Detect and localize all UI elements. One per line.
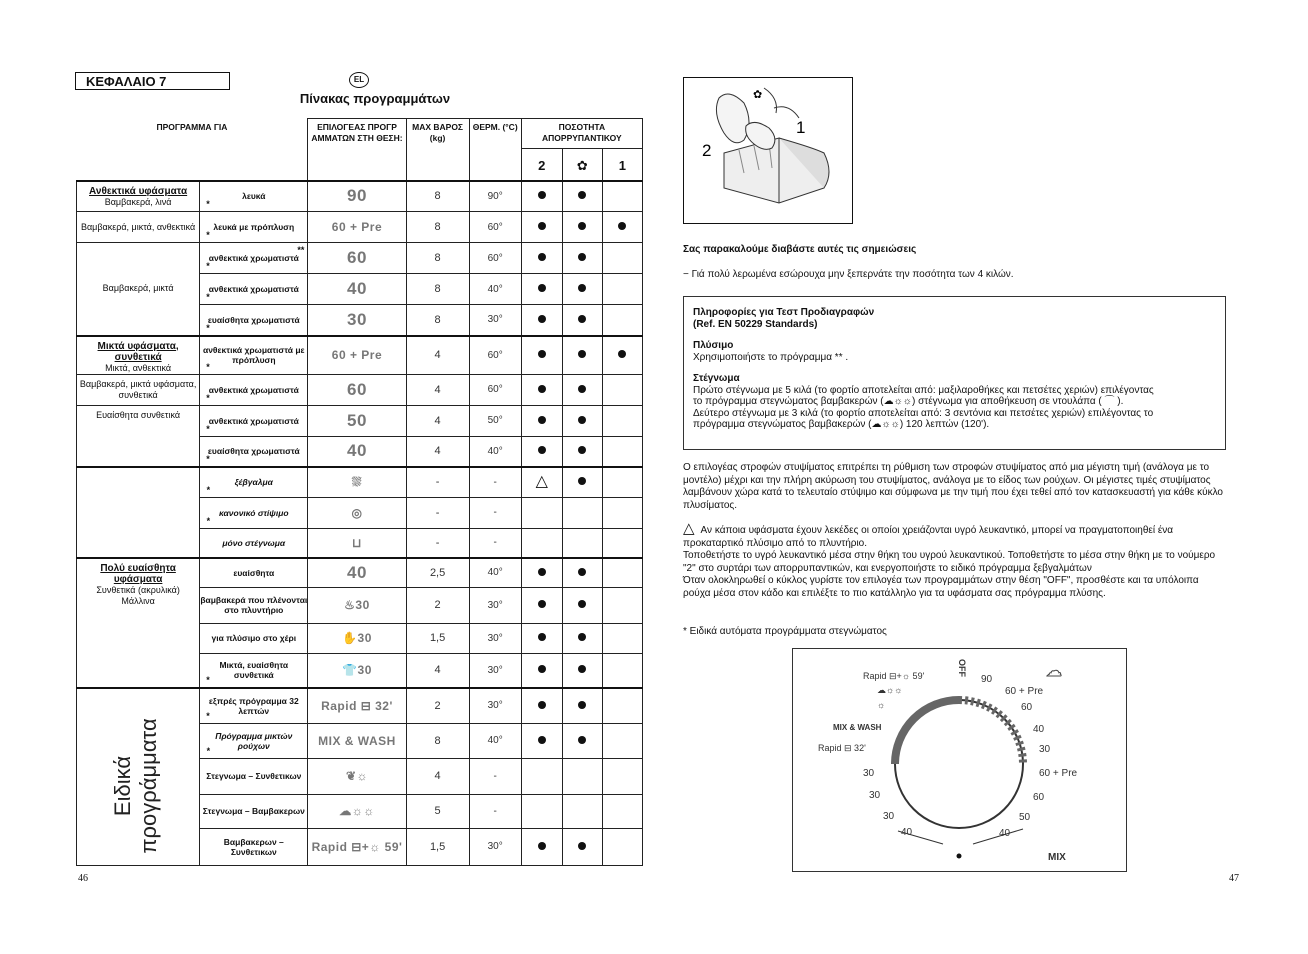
program-name: μόνο στέγνωμα — [200, 528, 308, 558]
detergent-2-cell — [521, 274, 562, 305]
program-name: ξέβγαλμα * — [200, 467, 308, 497]
dot-icon — [578, 701, 586, 709]
temperature: 40° — [469, 558, 521, 587]
fabric-group — [77, 467, 200, 558]
svg-text:30: 30 — [869, 790, 881, 801]
dot-icon — [538, 315, 546, 323]
warning-triangle-icon: △ — [683, 520, 695, 537]
dot-icon — [578, 633, 586, 641]
dot-icon — [578, 446, 586, 454]
detergent-1-cell — [602, 558, 642, 587]
detergent-1-cell — [602, 497, 642, 528]
detergent-flower-cell — [562, 274, 602, 305]
dot-icon — [578, 600, 586, 608]
dot-icon — [578, 416, 586, 424]
temperature: 30° — [469, 587, 521, 623]
test-spec-box — [683, 296, 1226, 450]
detergent-1-cell — [602, 405, 642, 436]
detergent-2-cell — [521, 436, 562, 467]
selector-symbol: 60 + Pre — [308, 212, 406, 243]
fabric-group: Πολύ ευαίσθητα υφάσματα Συνθετικά (ακρυλικά) Μάλλινα — [77, 558, 200, 688]
program-name: για πλύσιμο στο χέρι — [200, 623, 308, 653]
detergent-flower-cell — [562, 528, 602, 558]
detergent-2-cell — [521, 243, 562, 274]
max-weight: 8 — [406, 243, 469, 274]
svg-text:90: 90 — [981, 674, 993, 685]
temperature: 30° — [469, 623, 521, 653]
page-number-left: 46 — [78, 873, 88, 884]
program-name: βαμβακερά που πλένονται στο πλυντήριο — [200, 587, 308, 623]
detergent-1-cell — [602, 436, 642, 467]
temperature: - — [469, 758, 521, 794]
selector-symbol: ✋30 — [308, 623, 406, 653]
temperature: 60° — [469, 374, 521, 405]
detergent-2-cell — [521, 181, 562, 212]
fabric-group: Ανθεκτικά υφάσματα Βαμβακερά, λινά — [77, 181, 200, 212]
header-program: ΠΡΟΓΡΑΜΜΑ ΓΙΑ — [77, 119, 308, 181]
svg-text:40: 40 — [901, 827, 913, 838]
dot-icon — [578, 222, 586, 230]
detergent-2-cell — [521, 653, 562, 688]
box-dry-line-1: Πρώτο στέγνωμα με 5 κιλά (το φορτίο αποτελείται από: μαξιλαροθήκες και πετσέτες χεριών) επιλέγοντας — [693, 384, 1154, 396]
dot-icon — [538, 222, 546, 230]
temperature: 90° — [469, 181, 521, 212]
selector-symbol: 40 — [308, 274, 406, 305]
dot-icon — [578, 385, 586, 393]
detergent-1-cell — [602, 374, 642, 405]
program-name: κανονικό στίψιμο * — [200, 497, 308, 528]
box-dry-line-4: πρόγραμμα στεγνώματος βαμβακερών (☁☼☼) 120 λεπτών (120'). — [693, 419, 990, 430]
svg-text:☁☼☼: ☁☼☼ — [877, 685, 903, 695]
table-row — [77, 558, 643, 587]
chapter-label: ΚΕΦΑΛΑΙΟ 7 — [75, 72, 230, 90]
dot-icon — [618, 222, 626, 230]
max-weight: 4 — [406, 653, 469, 688]
detergent-1-cell — [602, 828, 642, 865]
dot-icon — [538, 446, 546, 454]
temperature: 40° — [469, 723, 521, 758]
svg-text:30: 30 — [1039, 744, 1051, 755]
temperature: 40° — [469, 274, 521, 305]
svg-text:30: 30 — [883, 811, 895, 822]
detergent-2-cell — [521, 336, 562, 375]
program-name: ευαίσθητα — [200, 558, 308, 587]
table-row — [77, 181, 643, 212]
header-det-1: 1 — [602, 149, 642, 181]
dot-icon — [538, 350, 546, 358]
page-number-right: 47 — [1229, 873, 1239, 884]
detergent-drawer-illustration — [683, 77, 853, 224]
selector-symbol: Rapid ⊟ 32' — [308, 688, 406, 723]
rinse-icon: ⛆ — [351, 474, 363, 489]
temperature: 30° — [469, 828, 521, 865]
synthetic-dry-icon: ❦☼ — [345, 769, 368, 783]
detergent-1-cell — [602, 336, 642, 375]
program-name: ευαίσθητα χρωματιστά * — [200, 436, 308, 467]
max-weight: 8 — [406, 305, 469, 336]
table-row — [77, 405, 643, 436]
detergent-2-cell — [521, 405, 562, 436]
detergent-1-cell — [602, 305, 642, 336]
dot-icon — [538, 665, 546, 673]
max-weight: - — [406, 528, 469, 558]
dot-icon — [538, 701, 546, 709]
selector-symbol: MIX & WASH — [308, 723, 406, 758]
detergent-flower-cell — [562, 758, 602, 794]
temperature: - — [469, 794, 521, 828]
dot-icon — [538, 600, 546, 608]
program-dial-diagram — [792, 648, 1127, 872]
selector-symbol: 40 — [308, 558, 406, 587]
dial-off: OFF — [957, 659, 967, 677]
handwash-icon: ✋ — [342, 631, 358, 645]
label-one: 1 — [796, 118, 806, 137]
dot-icon — [538, 842, 546, 850]
fabric-group: Βαμβακερά, μικτά υφάσματα, συνθετικά — [77, 374, 200, 405]
temperature: 60° — [469, 212, 521, 243]
program-name: Στεγνωμα – Συνθετικων — [200, 758, 308, 794]
box-dry-heading: Στέγνωμα — [693, 373, 740, 384]
max-weight: 4 — [406, 374, 469, 405]
table-row — [77, 374, 643, 405]
svg-text:60: 60 — [1021, 702, 1033, 713]
svg-text:Rapid ⊟ 32': Rapid ⊟ 32' — [818, 743, 866, 753]
svg-text:Rapid ⊟+☼ 59': Rapid ⊟+☼ 59' — [863, 671, 925, 681]
detergent-flower-cell — [562, 336, 602, 375]
max-weight: 1,5 — [406, 623, 469, 653]
detergent-2-cell — [521, 723, 562, 758]
temperature: - — [469, 467, 521, 497]
detergent-2-cell — [521, 305, 562, 336]
detergent-2-cell — [521, 497, 562, 528]
fabric-group: Μικτά υφάσματα, συνθετικά Μικτά, ανθεκτικά — [77, 336, 200, 375]
selector-symbol — [308, 794, 406, 828]
detergent-flower-cell — [562, 828, 602, 865]
program-name: Στεγνωμα – Βαμβακερων — [200, 794, 308, 828]
detergent-flower-cell — [562, 587, 602, 623]
max-weight: 4 — [406, 336, 469, 375]
table-row — [77, 212, 643, 243]
header-detergent: ΠΟΣΟΤΗΤΑ ΑΠΟΡΡΥΠΑΝΤΙΚΟΥ — [521, 119, 642, 149]
box-wash-heading: Πλύσιμο — [693, 340, 734, 351]
dot-icon — [578, 568, 586, 576]
detergent-1-cell — [602, 653, 642, 688]
max-weight: 5 — [406, 794, 469, 828]
svg-text:50: 50 — [1019, 812, 1031, 823]
selector-symbol: 50 — [308, 405, 406, 436]
max-weight: 2 — [406, 688, 469, 723]
temperature: - — [469, 497, 521, 528]
detergent-1-cell — [602, 794, 642, 828]
program-name: ευαίσθητα χρωματιστά * — [200, 305, 308, 336]
selector-symbol: 90 — [308, 181, 406, 212]
max-weight: 4 — [406, 758, 469, 794]
detergent-1-cell — [602, 243, 642, 274]
dot-icon — [538, 253, 546, 261]
box-title-2: (Ref. EN 50229 Standards) — [693, 318, 818, 330]
program-name: λευκά * — [200, 181, 308, 212]
box-wash-text: Χρησιμοποιήστε το πρόγραμμα ** . — [693, 351, 849, 363]
detergent-1-cell — [602, 467, 642, 497]
notes-heading: Σας παρακαλούμε διαβάστε αυτές τις σημειώσεις — [683, 244, 917, 255]
detergent-2-cell — [521, 212, 562, 243]
program-name: ανθεκτικά χρωματιστά * — [200, 274, 308, 305]
detergent-flower-cell — [562, 723, 602, 758]
dot-icon — [538, 385, 546, 393]
detergent-flower-cell — [562, 181, 602, 212]
svg-text:60 + Pre: 60 + Pre — [1039, 768, 1078, 779]
selector-symbol: 60 + Pre — [308, 336, 406, 375]
note-1: − Γιά πολύ λερωμένα εσώρουχα μην ξεπερνάτε την ποσότητα των 4 κιλών. — [683, 269, 1014, 280]
page-title: Πίνακας προγραμμάτων — [299, 91, 451, 106]
svg-text:40: 40 — [999, 828, 1011, 839]
detergent-flower-cell — [562, 497, 602, 528]
box-title-1: Πληροφορίες για Τεστ Προδιαγραφών — [693, 307, 875, 318]
selector-symbol — [308, 758, 406, 794]
dry-only-icon: ⊔ — [352, 535, 362, 550]
max-weight: 2 — [406, 587, 469, 623]
dot-icon — [538, 568, 546, 576]
svg-text:✿: ✿ — [753, 88, 763, 101]
spin-icon: ◎ — [351, 505, 363, 520]
dot-icon — [578, 284, 586, 292]
dot-icon — [578, 477, 586, 485]
detergent-1-cell — [602, 623, 642, 653]
temperature: 60° — [469, 336, 521, 375]
selector-symbol: 40 — [308, 436, 406, 467]
dot-icon — [538, 633, 546, 641]
temperature: - — [469, 528, 521, 558]
dot-icon — [578, 253, 586, 261]
program-name: ανθεκτικά χρωματιστά με πρόπλυση * — [200, 336, 308, 375]
label-two: 2 — [702, 141, 712, 160]
table-row — [77, 243, 643, 274]
detergent-flower-cell — [562, 374, 602, 405]
svg-text:MIX & WASH: MIX & WASH — [833, 723, 882, 732]
detergent-flower-cell — [562, 688, 602, 723]
detergent-2-cell — [521, 688, 562, 723]
box-dry-line-3: Δεύτερο στέγνωμα με 3 κιλά (το φορτίο αποτελείται από: 3 σεντόνια και πετσέτες χεριών) επιλέγοντας το — [693, 407, 1154, 419]
dot-icon — [538, 191, 546, 199]
dot-icon — [538, 736, 546, 744]
fabric-group: Ευαίσθητα συνθετικά — [77, 405, 200, 467]
dot-icon — [618, 350, 626, 358]
selector-symbol: 30 — [308, 305, 406, 336]
program-name: ανθεκτικά χρωματιστά * — [200, 405, 308, 436]
detergent-flower-cell — [562, 405, 602, 436]
selector-symbol: 60 — [308, 374, 406, 405]
temperature: 30° — [469, 305, 521, 336]
temperature: 50° — [469, 405, 521, 436]
temperature: 60° — [469, 243, 521, 274]
svg-text:MIX: MIX — [1048, 852, 1066, 863]
svg-text:60 + Pre: 60 + Pre — [1005, 686, 1044, 697]
detergent-1-cell — [602, 688, 642, 723]
max-weight: - — [406, 497, 469, 528]
detergent-flower-cell — [562, 212, 602, 243]
max-weight: - — [406, 467, 469, 497]
selector-symbol: ♨30 — [308, 587, 406, 623]
detergent-2-cell — [521, 828, 562, 865]
temperature: 40° — [469, 436, 521, 467]
svg-text:30: 30 — [863, 768, 875, 779]
program-name: Μικτά, ευαίσθητα συνθετικά * — [200, 653, 308, 688]
detergent-flower-cell — [562, 653, 602, 688]
special-programs-label: Ειδικά προγράμματα — [110, 718, 161, 854]
max-weight: 8 — [406, 274, 469, 305]
detergent-2-cell — [521, 794, 562, 828]
triangle-icon: △ — [535, 473, 548, 491]
detergent-2-cell — [521, 758, 562, 794]
temperature: 30° — [469, 653, 521, 688]
header-selector: ΕΠΙΛΟΓΕΑΣ ΠΡΟΓΡ ΑΜΜΑΤΩΝ ΣΤΗ ΘΕΣΗ: — [308, 119, 406, 181]
detergent-1-cell — [602, 274, 642, 305]
bleach-instructions: Τοποθετήστε το υγρό λευκαντικό μέσα στην θήκη του υγρού λευκαντικού. Τοποθετήστε το μέσα στην θήκη με το νούμερο "2" στο συρτάρι των απορρυπαντικών, και ενεργοποιήστε το ειδικό πρόγραμμα ξεβγαλμάτων — [683, 550, 1216, 574]
detergent-2-cell — [521, 623, 562, 653]
max-weight: 4 — [406, 405, 469, 436]
detergent-1-cell — [602, 181, 642, 212]
detergent-flower-cell — [562, 794, 602, 828]
detergent-1-cell — [602, 758, 642, 794]
detergent-flower-cell — [562, 305, 602, 336]
max-weight: 2,5 — [406, 558, 469, 587]
cotton-dry-icon: ☁☼☼ — [339, 804, 375, 818]
selector-symbol — [308, 528, 406, 558]
program-name: ανθεκτικά χρωματιστά * — [200, 374, 308, 405]
detergent-flower-cell — [562, 436, 602, 467]
svg-text:☼: ☼ — [877, 700, 886, 710]
detergent-2-cell — [521, 374, 562, 405]
header-det-2: 2 — [521, 149, 562, 181]
detergent-flower-cell — [562, 558, 602, 587]
detergent-1-cell — [602, 587, 642, 623]
fabric-group: Βαμβακερά, μικτά — [77, 243, 200, 336]
dot-icon — [578, 736, 586, 744]
bleach-paragraph: △ Αν κάποια υφάσματα έχουν λεκέδες οι οποίοι χρειάζονται υγρό λευκαντικό, μπορεί να πραγματοποιηθεί ένα προκαταρτικό πλύσιμο από το πλυντήριο. Τοποθετήστε το υγρό λευκαντικό μέσα στην θήκη του υγρού λευκαντικού. Τοποθετήστε το μέσα στην θήκη με το νούμερο "2" στο συρτάρι των απορρυπαντικών, και ενεργοποιήστε το ειδικό πρόγραμμα ξεβγαλμάτων Όταν ολοκληρωθεί ο κύκλος γυρίστε τον επιλογέα των προγραμμάτων στην θέση "OFF", προσθέστε και τα υπόλοιπα ρούχα μέσα στον κάδο και επιλέξτε το πιο κατάλληλο για τα υφάσματα σας πρόγραμμα πλύσης. — [683, 523, 1228, 600]
max-weight: 8 — [406, 181, 469, 212]
header-max: MAX ΒΑΡΟΣ (kg) — [406, 119, 469, 181]
program-name: εξπρές πρόγραμμα 32 λεπτών * — [200, 688, 308, 723]
program-name: ανθεκτικά χρωματιστά * ** — [200, 243, 308, 274]
dot-icon — [538, 416, 546, 424]
footnote: * Ειδικά αυτόματα προγράμματα στεγνώματος — [683, 626, 887, 637]
max-weight: 8 — [406, 723, 469, 758]
temperature: 30° — [469, 688, 521, 723]
svg-text:☁: ☁ — [1046, 663, 1062, 680]
box-dry-line-2: το πρόγραμμα στεγνώματος βαμβακερών (☁☼☼) στέγνωμα για αποθήκευση σε ντουλάπα ( ⌒ ). — [693, 396, 1124, 407]
selector-symbol: Rapid ⊟+☼ 59' — [308, 828, 406, 865]
spin-paragraph: Ο επιλογέας στροφών στυψίματος επιτρέπει τη ρύθμιση των στροφών στυψίματος από μια μέγιστη τιμή (ανάλογα με το μοντέλο) μέχρι και την πλήρη ακύρωση του στυψίματος, ανάλογα με το είδος των ρούχων. Οι μέγιστες τιμές στυψίματος λαμβάνουν χώρα κατά το τελευταίο στύψιμο και σύμφωνα με την τιμή που έχει τεθεί από τον κατασκευαστή για κάθε κύκλο πλυσίματος. — [683, 462, 1223, 511]
detergent-2-cell — [521, 528, 562, 558]
mixed-icon: 👕 — [342, 663, 358, 678]
dot-icon — [578, 665, 586, 673]
program-name: Πρόγραμμα μικτών ρούχων * — [200, 723, 308, 758]
detergent-flower-cell — [562, 243, 602, 274]
dot-icon — [578, 350, 586, 358]
table-row — [77, 467, 643, 497]
max-weight: 8 — [406, 212, 469, 243]
program-name: λευκά με πρόπλυση * — [200, 212, 308, 243]
dot-icon — [538, 284, 546, 292]
selector-symbol — [308, 467, 406, 497]
detergent-flower-cell — [562, 623, 602, 653]
max-weight: 1,5 — [406, 828, 469, 865]
flower-icon: ✿ — [562, 149, 602, 181]
detergent-2-cell — [521, 587, 562, 623]
selector-symbol — [308, 497, 406, 528]
detergent-flower-cell — [562, 467, 602, 497]
detergent-1-cell — [602, 212, 642, 243]
header-temp: ΘΕΡΜ. (°C) — [469, 119, 521, 181]
dot-icon — [578, 191, 586, 199]
bleach-off-instructions: Όταν ολοκληρωθεί ο κύκλος γυρίστε τον επιλογέα των προγραμμάτων στην θέση "OFF", προσθέστε και τα υπόλοιπα ρούχα μέσα στον κάδο και επιλέξτε το πιο κατάλληλο για τα υφάσματα σας πρόγραμμα πλύσης. — [683, 575, 1199, 599]
dot-icon — [578, 315, 586, 323]
detergent-2-cell — [521, 467, 562, 497]
selector-symbol: 👕30 — [308, 653, 406, 688]
detergent-1-cell — [602, 723, 642, 758]
selector-symbol: 60 — [308, 243, 406, 274]
dot-icon — [578, 842, 586, 850]
fabric-group: Βαμβακερά, μικτά, ανθεκτικά — [77, 212, 200, 243]
detergent-2-cell — [521, 558, 562, 587]
program-name: Βαμβακερων – Συνθετικων — [200, 828, 308, 865]
max-weight: 4 — [406, 436, 469, 467]
wool-icon: ♨ — [344, 598, 356, 612]
svg-text:40: 40 — [1033, 724, 1045, 735]
table-row — [77, 336, 643, 375]
svg-text:60: 60 — [1033, 792, 1045, 803]
language-badge: EL — [349, 72, 369, 88]
detergent-1-cell — [602, 528, 642, 558]
